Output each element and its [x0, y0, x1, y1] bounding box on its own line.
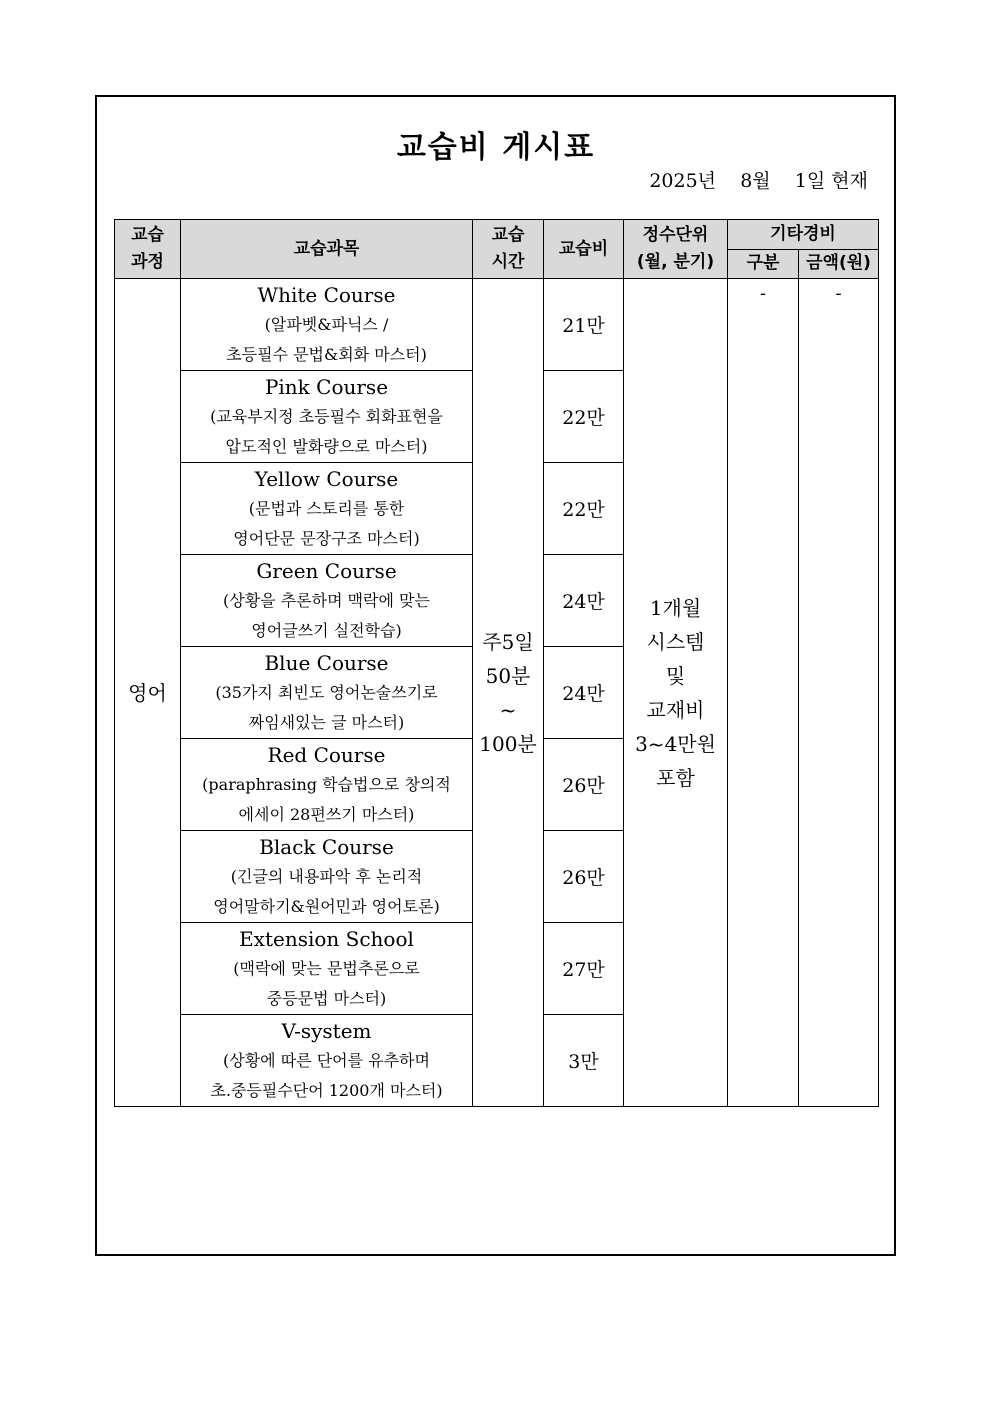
course-desc-line1: (알파벳&파닉스 /	[264, 314, 389, 334]
fee-cell: 26만	[544, 739, 624, 831]
other-type-cell: -	[728, 279, 799, 1107]
other-amount-cell: -	[799, 279, 879, 1107]
course-cell	[181, 371, 473, 463]
course-cell	[181, 279, 473, 371]
course-desc-line1: (문법과 스토리를 통한	[248, 498, 405, 518]
header-time: 교습 시간	[473, 220, 544, 279]
fee-cell: 27만	[544, 923, 624, 1015]
course-name: Yellow Course	[254, 466, 399, 491]
fee-cell: 26만	[544, 831, 624, 923]
fee-cell: 21만	[544, 279, 624, 371]
course-cell	[181, 555, 473, 647]
course-cell	[181, 831, 473, 923]
header-other-amount: 금액(원)	[799, 249, 879, 279]
fee-cell: 24만	[544, 555, 624, 647]
course-cell	[181, 923, 473, 1015]
course-desc-line1: (상황에 따른 단어를 유추하며	[223, 1050, 430, 1070]
course-name: White Course	[257, 282, 396, 307]
course-desc-line1: (상황을 추론하며 맥락에 맞는	[223, 590, 430, 610]
fee-cell: 3만	[544, 1015, 624, 1107]
time-cell: 주5일 50분 ~ 100분	[473, 279, 544, 1107]
course-desc-line2: 짜임새있는 글 마스터)	[248, 712, 405, 732]
course-cell	[181, 647, 473, 739]
course-cell	[181, 739, 473, 831]
course-name: Blue Course	[264, 650, 389, 675]
tuition-table	[114, 219, 879, 1107]
course-name: Green Course	[256, 558, 397, 583]
course-name: V-system	[281, 1018, 372, 1043]
header-process: 교습 과정	[115, 220, 181, 279]
process-cell: 영어	[115, 279, 181, 1107]
course-name: Red Course	[267, 742, 386, 767]
course-name: Extension School	[239, 926, 414, 951]
course-desc-line2: 초.중등필수단어 1200개 마스터)	[210, 1080, 443, 1100]
header-other: 기타경비	[728, 220, 879, 250]
document-date: 2025년 8월 1일 현재	[649, 170, 868, 192]
header-subject: 교습과목	[181, 220, 473, 279]
course-cell	[181, 1015, 473, 1107]
document-title: 교습비 게시표	[396, 130, 596, 165]
course-desc-line2: 초등필수 문법&회화 마스터)	[226, 344, 427, 364]
table-body	[115, 279, 879, 1107]
course-desc-line2: 영어글쓰기 실전학습)	[251, 620, 402, 640]
course-desc-line1: (paraphrasing 학습법으로 창의적	[202, 774, 451, 794]
course-desc-line2: 중등문법 마스터)	[266, 988, 387, 1008]
course-desc-line2: 영어단문 문장구조 마스터)	[233, 528, 420, 548]
header-other-type: 구분	[728, 249, 799, 279]
course-name: Black Course	[259, 834, 394, 859]
course-desc-line1: (긴글의 내용파악 후 논리적	[230, 866, 423, 886]
course-desc-line2: 에세이 28편쓰기 마스터)	[238, 804, 415, 824]
fee-cell: 22만	[544, 463, 624, 555]
course-desc-line1: (맥락에 맞는 문법추론으로	[233, 958, 420, 978]
fee-cell: 22만	[544, 371, 624, 463]
course-desc-line2: 영어말하기&원어민과 영어토론)	[213, 896, 440, 916]
fee-cell: 24만	[544, 647, 624, 739]
unit-cell: 1개월 시스템 및 교재비 3~4만원 포함	[624, 279, 728, 1107]
table-row	[115, 279, 879, 371]
header-fee: 교습비	[544, 220, 624, 279]
header-unit: 정수단위 (월, 분기)	[624, 220, 728, 279]
course-cell	[181, 463, 473, 555]
course-desc-line1: (교육부지정 초등필수 회화표현을	[210, 406, 443, 426]
course-desc-line1: (35가지 최빈도 영어논술쓰기로	[215, 682, 438, 702]
course-name: Pink Course	[264, 374, 389, 399]
course-desc-line2: 압도적인 발화량으로 마스터)	[225, 436, 428, 456]
